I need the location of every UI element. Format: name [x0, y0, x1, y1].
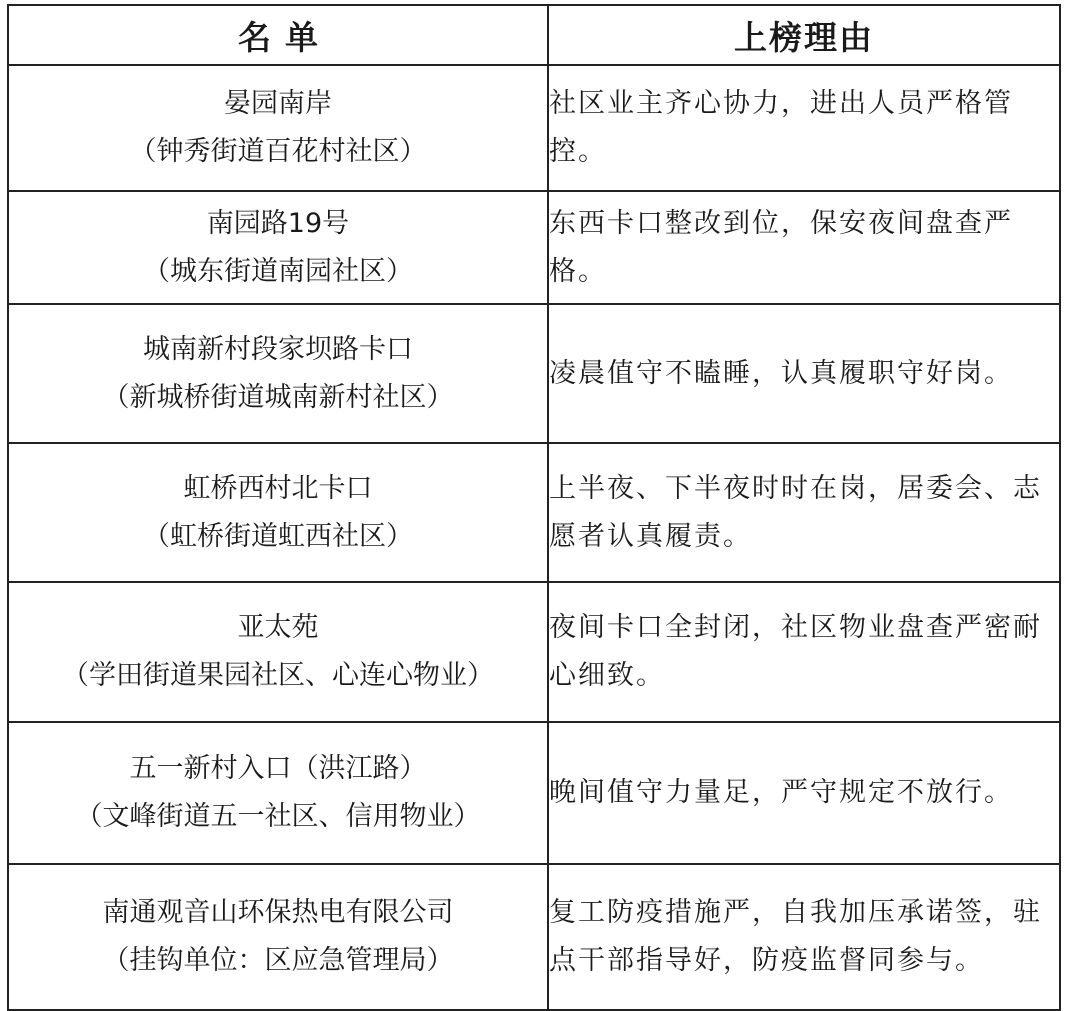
- table-row: [8, 304, 1060, 443]
- place-name: 南园路19号: [206, 207, 350, 239]
- name-cell: [8, 304, 548, 443]
- reason-cell: 上半夜、下半夜时时在岗，居委会、志愿者认真履责。: [548, 443, 1060, 582]
- place-name: 亚太苑: [237, 612, 319, 643]
- honor-list-table: [7, 4, 1061, 1011]
- table-row: [8, 191, 1060, 304]
- header-name: 名单: [8, 5, 548, 65]
- table-row: [8, 722, 1060, 864]
- name-cell: [8, 722, 548, 864]
- name-cell: [8, 191, 548, 304]
- place-name: 南通观音山环保热电有限公司: [102, 897, 454, 928]
- place-name: 城南新村段家坝路卡口: [143, 333, 413, 365]
- reason-cell: 复工防疫措施严，自我加压承诺签，驻点干部指导好，防疫监督同参与。: [548, 864, 1060, 1010]
- place-unit: （城东街道南园社区）: [143, 255, 413, 287]
- header-reason: 上榜理由: [548, 5, 1060, 65]
- place-unit: （钟秀街道百花村社区）: [129, 136, 427, 167]
- reason-cell: 东西卡口整改到位，保安夜间盘查严格。: [548, 191, 1060, 304]
- table-row: [8, 582, 1060, 722]
- table-row: [8, 65, 1060, 191]
- name-cell: [8, 443, 548, 582]
- place-unit: （虹桥街道虹西社区）: [143, 520, 413, 552]
- place-name: 五一新村入口（洪江路）: [129, 753, 427, 784]
- place-unit: （学田街道果园社区、心连心物业）: [62, 660, 494, 691]
- place-unit: （挂钩单位：区应急管理局）: [102, 945, 454, 976]
- table-row: [8, 443, 1060, 582]
- place-name: 虹桥西村北卡口: [183, 472, 373, 504]
- place-unit: （新城桥街道城南新村社区）: [102, 381, 454, 413]
- reason-cell: 凌晨值守不瞌睡，认真履职守好岗。: [548, 304, 1060, 443]
- name-cell: [8, 864, 548, 1010]
- table-header-row: [8, 5, 1060, 65]
- reason-cell: 夜间卡口全封闭，社区物业盘查严密耐心细致。: [548, 582, 1060, 722]
- name-cell: [8, 65, 548, 191]
- place-unit: （文峰街道五一社区、信用物业）: [75, 801, 481, 832]
- name-cell: [8, 582, 548, 722]
- reason-cell: 社区业主齐心协力，进出人员严格管控。: [548, 65, 1060, 191]
- reason-cell: 晚间值守力量足，严守规定不放行。: [548, 722, 1060, 864]
- table-row: [8, 864, 1060, 1010]
- place-name: 晏园南岸: [224, 88, 332, 119]
